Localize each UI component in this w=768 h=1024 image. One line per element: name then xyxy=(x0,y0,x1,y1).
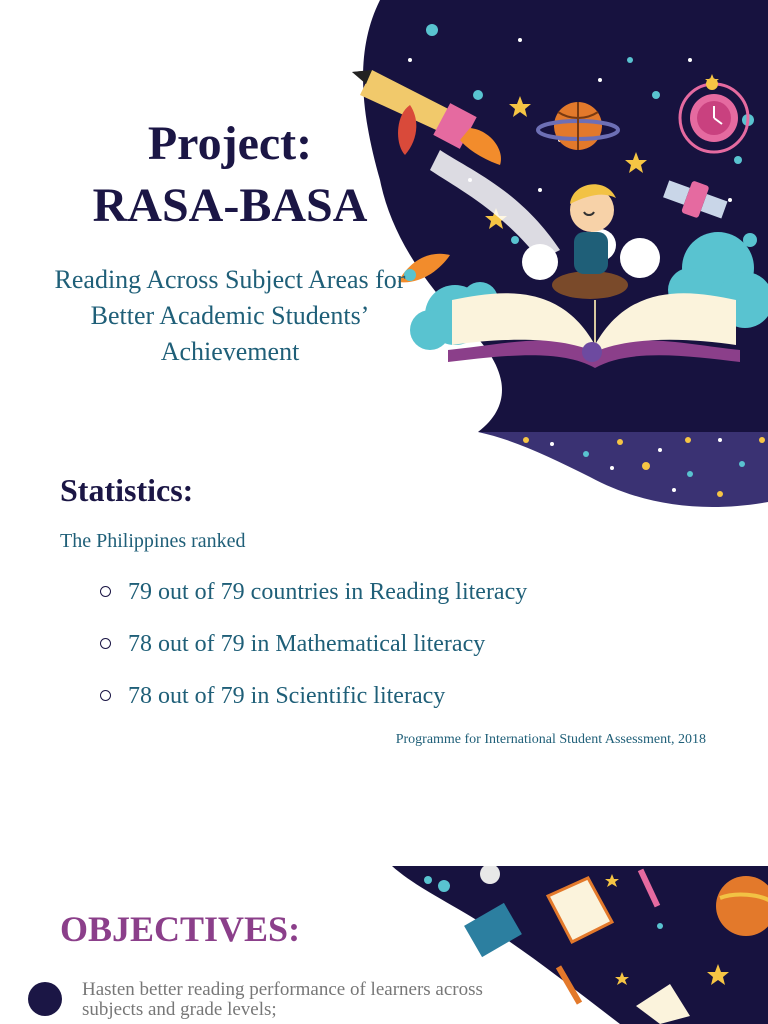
statistics-intro: The Philippines ranked xyxy=(60,530,246,552)
book-icon xyxy=(448,293,740,368)
list-item: 78 out of 79 in Scientific literacy xyxy=(100,676,527,728)
title-slide xyxy=(0,0,768,432)
objectives-heading: OBJECTIVES: xyxy=(60,909,301,949)
subtitle: Reading Across Subject Areas for Better Academic Students’ Achievement xyxy=(54,265,406,366)
statistics-heading: Statistics: xyxy=(60,472,194,508)
source-citation: Programme for International Student Assessment, 2018 xyxy=(395,732,706,747)
bullet-icon xyxy=(100,638,111,649)
title-line-1: Project: xyxy=(147,117,313,170)
statistics-list xyxy=(100,572,527,728)
bullet-icon xyxy=(100,586,111,597)
title-line-2: RASA-BASA xyxy=(92,179,368,232)
statistics-slide xyxy=(0,432,768,866)
list-item: 79 out of 79 countries in Reading literacy xyxy=(100,572,527,624)
reading-icon xyxy=(28,982,62,1016)
objective-item: Hasten better reading performance of learners across subjects and grade levels; xyxy=(82,979,483,1020)
list-item: 78 out of 79 in Mathematical literacy xyxy=(100,624,527,676)
objectives-slide xyxy=(0,866,768,1024)
bullet-icon xyxy=(100,690,111,701)
